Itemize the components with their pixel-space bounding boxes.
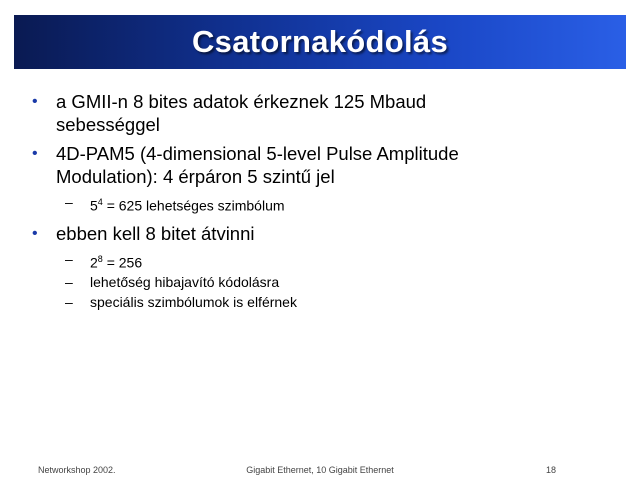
sub-item-text: lehetőség hibajavító kódolásra: [90, 274, 280, 291]
bullet-text-line1: 4D-PAM5 (4-dimensional 5-level Pulse Amplitude: [56, 143, 459, 164]
sub-item-base: 2: [90, 254, 98, 271]
footer-left: Networkshop 2002.: [38, 465, 116, 475]
bullet-item: [30, 222, 620, 245]
sub-item-text: speciális szimbólumok is elférnek: [90, 294, 297, 311]
bullet-text-line2: sebességgel: [56, 114, 160, 135]
dash-icon: –: [65, 274, 73, 291]
page-number: 18: [546, 465, 557, 475]
sub-item-superscript: 8: [97, 253, 103, 264]
slide-content: [30, 90, 620, 318]
sub-item-superscript: 4: [97, 197, 103, 207]
sub-list: [30, 192, 620, 216]
sub-item: [30, 192, 620, 216]
bullet-text-line1: a GMII-n 8 bites adatok érkeznek 125 Mbaud: [56, 91, 427, 112]
slide-title: Csatornakódolás: [191, 24, 448, 59]
sub-item-text: = 256: [102, 254, 143, 271]
dash-icon: –: [65, 194, 73, 210]
dash-icon: –: [65, 294, 73, 311]
sub-item-text: = 625 lehetséges szimbólum: [102, 197, 285, 214]
sub-item: [30, 272, 620, 292]
dash-icon: –: [65, 250, 73, 267]
bullet-icon: •: [32, 224, 38, 242]
bullet-item: [30, 90, 620, 136]
bullet-icon: •: [32, 145, 38, 162]
footer-center: Gigabit Ethernet, 10 Gigabit Ethernet: [246, 465, 394, 475]
bullet-text-line1: ebben kell 8 bitet átvinni: [56, 222, 255, 244]
sub-item: [30, 249, 620, 273]
sub-item: [30, 292, 620, 312]
sub-list: [30, 249, 620, 313]
sub-item-base: 5: [90, 197, 98, 214]
bullet-icon: •: [32, 93, 38, 110]
bullet-text-line2: Modulation): 4 érpáron 5 szintű jel: [56, 166, 335, 187]
title-bar: [14, 15, 626, 69]
bullet-item: [30, 142, 620, 188]
